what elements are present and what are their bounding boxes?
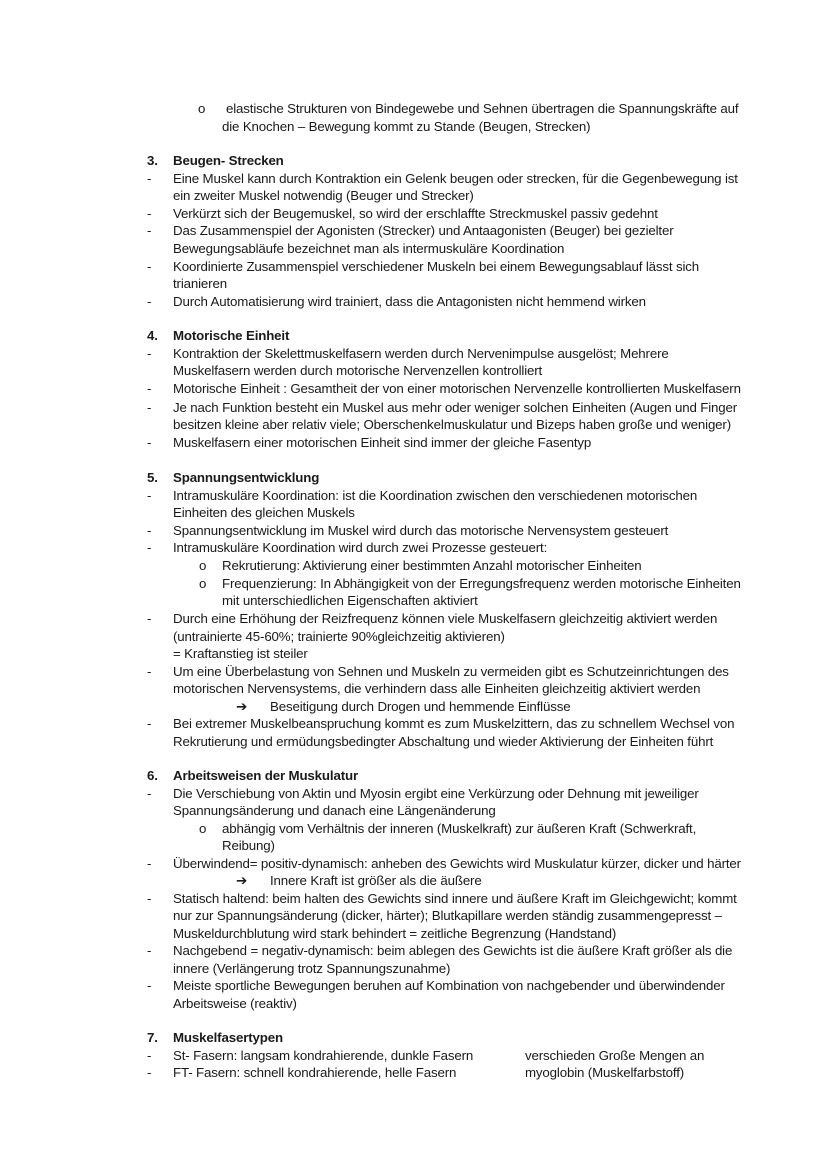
dash-bullet: - bbox=[147, 716, 152, 731]
text-line: Frequenzierung: In Abhängigkeit von der Erregungsfrequenz werden motorische Einheiten bbox=[222, 576, 741, 591]
dash-bullet: - bbox=[147, 856, 152, 871]
section-heading: Muskelfasertypen bbox=[173, 1030, 283, 1045]
section-heading: Arbeitsweisen der Muskulatur bbox=[173, 768, 358, 783]
text-line: Spannungsänderung und danach eine Längenänderung bbox=[173, 803, 496, 818]
text-line: Muskelfasern werden durch motorische Nervenzellen kontrolliert bbox=[173, 363, 543, 378]
section-number: 5. bbox=[147, 470, 158, 485]
text-line: Durch Automatisierung wird trainiert, dass die Antagonisten nicht hemmend wirken bbox=[173, 294, 646, 309]
dash-bullet: - bbox=[147, 488, 152, 503]
dash-bullet: - bbox=[147, 171, 152, 186]
text-line: (untrainierte 45-60%; trainierte 90%gleichzeitig aktivieren) bbox=[173, 629, 505, 644]
dash-bullet: - bbox=[147, 400, 152, 415]
text-line: elastische Strukturen von Bindegewebe und Sehnen übertragen die Spannungskräfte auf bbox=[226, 101, 739, 116]
text-line: Intramuskuläre Koordination: ist die Koordination zwischen den verschiedenen motorischen bbox=[173, 488, 698, 503]
text-line: Eine Muskel kann durch Kontraktion ein Gelenk beugen oder strecken, für die Gegenbewegung ist bbox=[173, 171, 738, 186]
section-number: 7. bbox=[147, 1030, 158, 1045]
section-heading: Motorische Einheit bbox=[173, 328, 290, 343]
text-line: Bewegungsabläufe bezeichnet man als intermuskuläre Koordination bbox=[173, 241, 565, 256]
text-line: trianieren bbox=[173, 276, 227, 291]
text-line: ein zweiter Muskel notwendig (Beuger und Strecker) bbox=[173, 188, 474, 203]
text-line: Intramuskuläre Koordination wird durch zwei Prozesse gesteuert: bbox=[173, 540, 548, 555]
dash-bullet: - bbox=[147, 664, 152, 679]
section-number: 3. bbox=[147, 153, 158, 168]
text-line: Die Verschiebung von Aktin und Myosin ergibt eine Verkürzung oder Dehnung mit jeweiliger bbox=[173, 786, 699, 801]
text-line: Innere Kraft ist größer als die äußere bbox=[270, 873, 482, 888]
text-line: Einheiten des gleichen Muskels bbox=[173, 505, 355, 520]
text-line: Rekrutierung: Aktivierung einer bestimmten Anzahl motorischer Einheiten bbox=[222, 558, 642, 573]
text-line: die Knochen – Bewegung kommt zu Stande (Beugen, Strecken) bbox=[222, 119, 591, 134]
text-line: Um eine Überbelastung von Sehnen und Muskeln zu vermeiden gibt es Schutzeinrichtungen des bbox=[173, 664, 729, 679]
section-number: 4. bbox=[147, 328, 158, 343]
text-line: St- Fasern: langsam kondrahierende, dunkle Fasern bbox=[173, 1048, 474, 1063]
section-heading: Spannungsentwicklung bbox=[173, 470, 320, 485]
section-heading: Beugen- Strecken bbox=[173, 153, 284, 168]
dash-bullet: - bbox=[147, 1065, 152, 1080]
dash-bullet: - bbox=[147, 381, 152, 396]
dash-bullet: - bbox=[147, 891, 152, 906]
text-line: Verkürzt sich der Beugemuskel, so wird der erschlaffte Streckmuskel passiv gedehnt bbox=[173, 206, 658, 221]
text-line: Je nach Funktion besteht ein Muskel aus mehr oder weniger solchen Einheiten (Augen und Finger bbox=[173, 400, 738, 415]
dash-bullet: - bbox=[147, 346, 152, 361]
dash-bullet: - bbox=[147, 259, 152, 274]
circle-bullet: o bbox=[199, 821, 207, 836]
text-line: Motorische Einheit : Gesamtheit der von einer motorischen Nervenzelle kontrollierten Muskelfasern bbox=[173, 381, 741, 396]
dash-bullet: - bbox=[147, 294, 152, 309]
text-line: Muskelfasern einer motorischen Einheit sind immer der gleiche Fasentyp bbox=[173, 435, 592, 450]
text-line: Kontraktion der Skelettmuskelfasern werden durch Nervenimpulse ausgelöst; Mehrere bbox=[173, 346, 669, 361]
text-line: Bei extremer Muskelbeanspruchung kommt es zum Muskelzittern, das zu schnellem Wechsel von bbox=[173, 716, 735, 731]
text-line: innere (Verlängerung trotz Spannungszunahme) bbox=[173, 961, 451, 976]
arrow-right-icon: ➔ bbox=[236, 873, 248, 888]
text-line: Das Zusammenspiel der Agonisten (Strecker) und Antaagonisten (Beuger) bei gezielter bbox=[173, 223, 674, 238]
dash-bullet: - bbox=[147, 943, 152, 958]
dash-bullet: - bbox=[147, 206, 152, 221]
text-line: = Kraftanstieg ist steiler bbox=[173, 646, 308, 661]
text-line: Spannungsentwicklung im Muskel wird durch das motorische Nervensystem gesteuert bbox=[173, 523, 669, 538]
text-line: Arbeitsweise (reaktiv) bbox=[173, 996, 297, 1011]
text-line: abhängig vom Verhältnis der inneren (Muskelkraft) zur äußeren Kraft (Schwerkraft, bbox=[222, 821, 697, 836]
text-line: verschieden Große Mengen an bbox=[525, 1048, 705, 1063]
dash-bullet: - bbox=[147, 435, 152, 450]
circle-bullet: o bbox=[199, 576, 207, 591]
text-line: Überwindend= positiv-dynamisch: anheben des Gewichts wird Muskulatur kürzer, dicker und härter bbox=[173, 856, 741, 871]
text-line: FT- Fasern: schnell kondrahierende, helle Fasern bbox=[173, 1065, 457, 1080]
text-line: myoglobin (Muskelfarbstoff) bbox=[525, 1065, 685, 1080]
dash-bullet: - bbox=[147, 978, 152, 993]
text-line: Beseitigung durch Drogen und hemmende Einflüsse bbox=[270, 699, 571, 714]
dash-bullet: - bbox=[147, 1048, 152, 1063]
circle-bullet: o bbox=[198, 101, 206, 116]
text-line: Muskeldurchblutung wird stark behindert = zeitliche Begrenzung (Handstand) bbox=[173, 926, 617, 941]
circle-bullet: o bbox=[199, 558, 207, 573]
text-line: mit unterschiedlichen Eigenschaften aktiviert bbox=[222, 593, 478, 608]
text-line: besitzen kleine aber relativ viele; Oberschenkelmuskulatur und Bizeps haben große und weniger) bbox=[173, 417, 731, 432]
text-line: Reibung) bbox=[222, 838, 275, 853]
text-line: motorischen Nervensystems, die verhindern dass alle Einheiten gleichzeitig aktiviert werden bbox=[173, 681, 701, 696]
text-line: Koordinierte Zusammenspiel verschiedener Muskeln bei einem Bewegungsablauf lässt sich bbox=[173, 259, 700, 274]
dash-bullet: - bbox=[147, 611, 152, 626]
text-line: Meiste sportliche Bewegungen beruhen auf Kombination von nachgebender und überwindender bbox=[173, 978, 725, 993]
text-line: Rekrutierung und ermüdungsbedingter Abschaltung und wieder Aktivierung der Einheiten führt bbox=[173, 734, 714, 749]
arrow-right-icon: ➔ bbox=[236, 699, 248, 714]
dash-bullet: - bbox=[147, 523, 152, 538]
section-number: 6. bbox=[147, 768, 158, 783]
text-line: Durch eine Erhöhung der Reizfrequenz können viele Muskelfasern gleichzeitig aktiviert werden bbox=[173, 611, 718, 626]
text-line: Nachgebend = negativ-dynamisch: beim ablegen des Gewichts ist die äußere Kraft größer als die bbox=[173, 943, 733, 958]
dash-bullet: - bbox=[147, 786, 152, 801]
dash-bullet: - bbox=[147, 223, 152, 238]
text-line: nur zur Spannungsänderung (dicker, härter); Blutkapillare werden ständig zusammengepresst – bbox=[173, 908, 722, 923]
dash-bullet: - bbox=[147, 540, 152, 555]
text-line: Statisch haltend: beim halten des Gewichts sind innere und äußere Kraft im Gleichgewicht; kommt bbox=[173, 891, 737, 906]
